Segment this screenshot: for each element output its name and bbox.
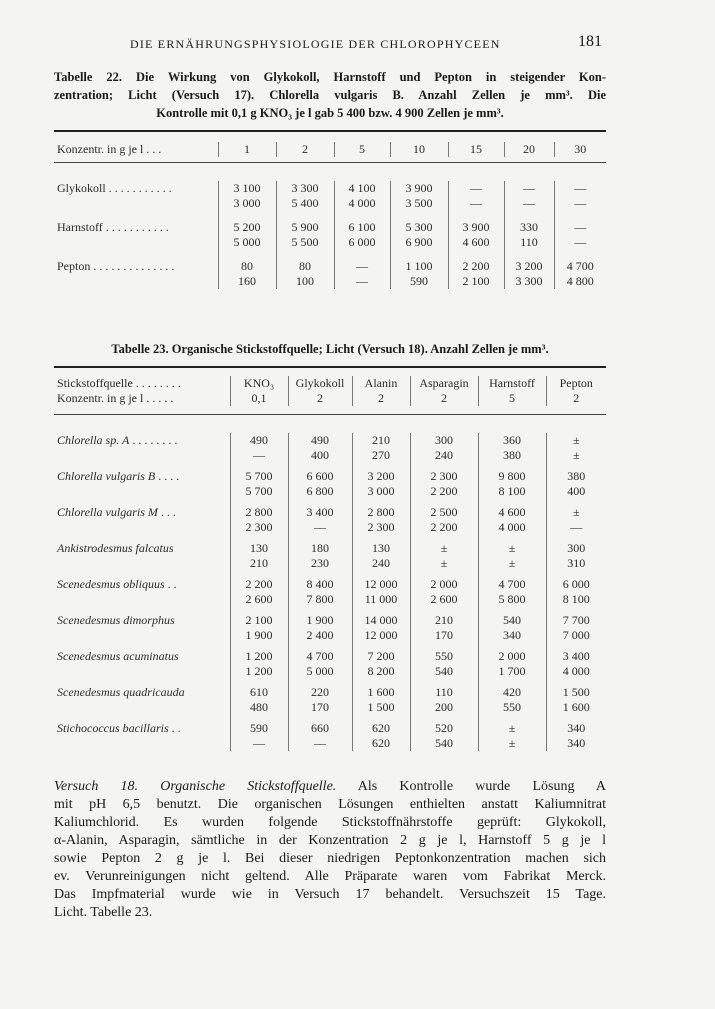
species-label: Stichococcus bacillaris . .	[57, 721, 181, 735]
table-22-header	[54, 142, 606, 157]
table-row	[54, 433, 606, 448]
table-cell: 4 700	[478, 577, 546, 592]
table-cell: 4 700	[554, 259, 606, 274]
table-cell: 400	[288, 448, 352, 463]
table-22-body	[54, 181, 606, 289]
table-cell: 130	[230, 541, 288, 556]
table-cell: 7 700	[546, 613, 606, 628]
body-line: Versuch 18. Organische Stickstoffquelle. Als Kontrolle wurde Lösung A	[54, 779, 606, 794]
page-number: 181	[578, 33, 602, 50]
table-cell: 160	[218, 274, 276, 289]
table-cell: 210	[352, 433, 410, 448]
table-row	[54, 505, 606, 520]
table-cell: 3 100	[218, 181, 276, 196]
table-row	[54, 259, 606, 274]
table-cell: 11 000	[352, 592, 410, 607]
spacer-cell	[54, 211, 218, 220]
table-cell: 400	[546, 484, 606, 499]
table-22-top-rule	[54, 130, 606, 132]
spacer-cell	[218, 250, 276, 259]
table-cell: ±	[478, 556, 546, 571]
table-cell: 8 100	[478, 484, 546, 499]
body-line: ev. Verunreinigungen nicht geltend. Alle Präparate waren vom Fabrikat Merck.	[54, 869, 606, 884]
species-label: Chlorella sp. A . . . . . . . .	[57, 433, 178, 447]
table-cell: 7 200	[352, 649, 410, 664]
table-row	[54, 685, 606, 700]
column-concentration: 5	[478, 391, 546, 406]
species-label	[54, 592, 230, 607]
column-header: 5	[334, 142, 390, 157]
table-cell: 14 000	[352, 613, 410, 628]
table-cell: 1 200	[230, 664, 288, 679]
table-cell: 2 600	[410, 592, 478, 607]
header-label: Konzentr. in g je l . . .	[57, 142, 162, 156]
body-paragraph	[54, 778, 606, 922]
species-label	[54, 700, 230, 715]
row-spacer	[54, 211, 606, 220]
body-line: sowie Pepton 2 g je l. Bei dieser niedrigen Peptonkonzentration machen sich	[54, 851, 606, 866]
table-cell: 520	[410, 721, 478, 736]
table-cell: —	[546, 520, 606, 535]
table-cell: 310	[546, 556, 606, 571]
column-concentration: 2	[546, 391, 606, 406]
table-cell: 2 300	[410, 469, 478, 484]
table-cell: —	[230, 448, 288, 463]
table-cell: 1 200	[230, 649, 288, 664]
table-cell: ±	[546, 448, 606, 463]
table-cell: 5 300	[390, 220, 448, 235]
table-cell: 5 500	[276, 235, 334, 250]
table-cell: 2 100	[230, 613, 288, 628]
table-cell: 490	[230, 433, 288, 448]
column-header: KNO₃	[230, 376, 288, 391]
table-cell: 12 000	[352, 577, 410, 592]
table-cell: 1 600	[546, 700, 606, 715]
table-row	[54, 196, 606, 211]
table-cell: 6 000	[546, 577, 606, 592]
table-cell: 3 000	[352, 484, 410, 499]
species-label	[54, 628, 230, 643]
table-cell: 270	[352, 448, 410, 463]
table-cell: 2 000	[410, 577, 478, 592]
species-label: Scenedesmus obliquus . .	[57, 577, 177, 591]
column-concentration: 2	[352, 391, 410, 406]
body-line: α-Alanin, Asparagin, sämtliche in der Konzentration 2 g je l, Harnstoff 5 g je l	[54, 833, 606, 848]
table-cell: 550	[410, 649, 478, 664]
table-cell: 240	[352, 556, 410, 571]
table-cell: ±	[410, 541, 478, 556]
table-row	[54, 541, 606, 556]
table-cell: —	[448, 181, 504, 196]
row-spacer	[54, 250, 606, 259]
spacer-cell	[554, 211, 606, 220]
table-cell: ±	[546, 433, 606, 448]
table-cell: —	[230, 736, 288, 751]
table-cell: —	[554, 196, 606, 211]
table-row	[54, 274, 606, 289]
row-label	[54, 196, 218, 211]
table-cell: 2 000	[478, 649, 546, 664]
table-cell: 3 000	[218, 196, 276, 211]
table-cell: 490	[288, 433, 352, 448]
table-row	[54, 556, 606, 571]
column-header: Asparagin	[410, 376, 478, 391]
table-23-header-rule	[54, 414, 606, 415]
table-cell: 380	[546, 469, 606, 484]
table-row	[54, 577, 606, 592]
table-cell: 100	[276, 274, 334, 289]
species-label: Ankistrodesmus falcatus	[57, 541, 174, 555]
spacer-cell	[448, 211, 504, 220]
table-cell: 2 800	[352, 505, 410, 520]
table-cell: 360	[478, 433, 546, 448]
table-cell: 170	[410, 628, 478, 643]
table-cell: 5 700	[230, 484, 288, 499]
table-cell: 540	[410, 664, 478, 679]
table-cell: 110	[410, 685, 478, 700]
spacer-cell	[276, 250, 334, 259]
table-cell: 2 200	[230, 577, 288, 592]
table-22-header-row	[54, 142, 606, 157]
caption-line: Tabelle 22. Die Wirkung von Glykokoll, Harnstoff und Pepton in steigender Kon-	[54, 70, 606, 84]
column-concentration: 2	[410, 391, 478, 406]
table-cell: —	[554, 181, 606, 196]
table-cell: 4 600	[448, 235, 504, 250]
table-cell: 240	[410, 448, 478, 463]
table-cell: 550	[478, 700, 546, 715]
table-row	[54, 181, 606, 196]
table-cell: 540	[410, 736, 478, 751]
species-name: Scenedesmus obliquus	[57, 577, 165, 591]
column-concentration: 0,1	[230, 391, 288, 406]
table-cell: 2 500	[410, 505, 478, 520]
row-label: Glykokoll . . . . . . . . . . .	[57, 181, 172, 195]
spacer-cell	[390, 211, 448, 220]
table-23-header-row-2	[54, 391, 606, 406]
table-cell: 5 200	[218, 220, 276, 235]
species-name: Chlorella vulgaris B	[57, 469, 156, 483]
column-header: Glykokoll	[288, 376, 352, 391]
body-line: Licht. Tabelle 23.	[54, 905, 153, 920]
table-row	[54, 448, 606, 463]
species-label: Scenedesmus acuminatus	[57, 649, 179, 663]
table-cell: 6 600	[288, 469, 352, 484]
table-cell: 6 100	[334, 220, 390, 235]
table-row	[54, 613, 606, 628]
table-cell: —	[554, 220, 606, 235]
table-23-top-rule	[54, 366, 606, 368]
spacer-cell	[276, 211, 334, 220]
species-name: Stichococcus bacillaris	[57, 721, 169, 735]
table-cell: 2 100	[448, 274, 504, 289]
table-cell: 3 200	[504, 259, 554, 274]
body-line: mit pH 6,5 benutzt. Die organischen Lösungen enthielten anstatt Kaliumnitrat	[54, 797, 606, 812]
table-cell: 3 500	[390, 196, 448, 211]
table-cell: 3 900	[448, 220, 504, 235]
table-cell: 4 000	[546, 664, 606, 679]
spacer-cell	[218, 211, 276, 220]
table-cell: 5 800	[478, 592, 546, 607]
body-lead-in: Versuch 18. Organische Stickstoffquelle.	[54, 779, 337, 794]
species-label: Chlorella vulgaris M . . .	[57, 505, 176, 519]
table-cell: 220	[288, 685, 352, 700]
table-cell: 210	[410, 613, 478, 628]
table-cell: 6 000	[334, 235, 390, 250]
table-cell: 380	[478, 448, 546, 463]
species-label: Scenedesmus quadricauda	[57, 685, 185, 699]
table-cell: 5 000	[288, 664, 352, 679]
table-cell: 110	[504, 235, 554, 250]
table-cell: 8 200	[352, 664, 410, 679]
spacer-cell	[504, 211, 554, 220]
table-cell: 200	[410, 700, 478, 715]
column-header: 10	[390, 142, 448, 157]
table-row	[54, 484, 606, 499]
table-cell: 4 000	[334, 196, 390, 211]
table-cell: 2 300	[230, 520, 288, 535]
header-label: Konzentr. in g je l . . . . .	[57, 391, 174, 405]
table-cell: 6 800	[288, 484, 352, 499]
body-line: Kaliumchlorid. Es wurden folgende Stickstoffnährstoffe geprüft: Glykokoll,	[54, 815, 606, 830]
table-cell: 1 900	[230, 628, 288, 643]
table-cell: 1 900	[288, 613, 352, 628]
table-cell: —	[334, 274, 390, 289]
table-row	[54, 469, 606, 484]
table-cell: 12 000	[352, 628, 410, 643]
table-cell: 5 700	[230, 469, 288, 484]
table-cell: 3 300	[504, 274, 554, 289]
table-cell: 170	[288, 700, 352, 715]
table-cell: 4 600	[478, 505, 546, 520]
table-cell: 3 300	[276, 181, 334, 196]
table-cell: —	[504, 196, 554, 211]
table-cell: 4 000	[478, 520, 546, 535]
header-label: Stickstoffquelle . . . . . . . .	[57, 376, 181, 390]
column-header: Pepton	[546, 376, 606, 391]
species-label: Scenedesmus dimorphus	[57, 613, 175, 627]
table-cell: 420	[478, 685, 546, 700]
table-cell: 660	[288, 721, 352, 736]
table-cell: 300	[546, 541, 606, 556]
species-label: Chlorella vulgaris B . . . .	[57, 469, 180, 483]
spacer-cell	[334, 250, 390, 259]
table-cell: 4 800	[554, 274, 606, 289]
table-row	[54, 664, 606, 679]
table-cell: 620	[352, 736, 410, 751]
species-label	[54, 520, 230, 535]
table-cell: 210	[230, 556, 288, 571]
table-cell: —	[554, 235, 606, 250]
table-cell: 7 800	[288, 592, 352, 607]
column-header: Alanin	[352, 376, 410, 391]
table-cell: 2 400	[288, 628, 352, 643]
species-label	[54, 736, 230, 751]
species-label	[54, 664, 230, 679]
table-cell: ±	[478, 541, 546, 556]
table-cell: 180	[288, 541, 352, 556]
column-header: 15	[448, 142, 504, 157]
table-cell: 1 600	[352, 685, 410, 700]
table-cell: 2 800	[230, 505, 288, 520]
table-row	[54, 721, 606, 736]
table-cell: 6 900	[390, 235, 448, 250]
table-cell: 9 800	[478, 469, 546, 484]
table-cell: 480	[230, 700, 288, 715]
table-cell: ±	[546, 505, 606, 520]
table-23-caption	[54, 340, 606, 358]
table-cell: 1 700	[478, 664, 546, 679]
row-label: Pepton . . . . . . . . . . . . . .	[57, 259, 175, 273]
running-head: DIE ERNÄHRUNGSPHYSIOLOGIE DER CHLOROPHYCEEN	[130, 37, 501, 51]
table-cell: 300	[410, 433, 478, 448]
table-cell: 3 400	[288, 505, 352, 520]
table-cell: 3 400	[546, 649, 606, 664]
table-cell: 5 900	[276, 220, 334, 235]
caption-line: Tabelle 23. Organische Stickstoffquelle; Licht (Versuch 18). Anzahl Zellen je mm³.	[111, 342, 549, 356]
table-cell: 1 500	[546, 685, 606, 700]
table-cell: 2 300	[352, 520, 410, 535]
table-cell: 5 400	[276, 196, 334, 211]
table-23-header	[54, 376, 606, 406]
table-cell: 340	[478, 628, 546, 643]
column-header: Harnstoff	[478, 376, 546, 391]
table-row	[54, 649, 606, 664]
table-cell: —	[448, 196, 504, 211]
table-row	[54, 235, 606, 250]
table-cell: 230	[288, 556, 352, 571]
spacer-cell	[54, 250, 218, 259]
row-label	[54, 235, 218, 250]
species-name: Chlorella sp. A	[57, 433, 130, 447]
table-row	[54, 220, 606, 235]
table-cell: 8 100	[546, 592, 606, 607]
table-cell: 80	[276, 259, 334, 274]
table-cell: 590	[230, 721, 288, 736]
table-cell: 540	[478, 613, 546, 628]
column-header: 20	[504, 142, 554, 157]
table-cell: 8 400	[288, 577, 352, 592]
species-name: Chlorella vulgaris M	[57, 505, 158, 519]
table-row	[54, 592, 606, 607]
column-header: 2	[276, 142, 334, 157]
table-cell: 4 700	[288, 649, 352, 664]
species-label	[54, 448, 230, 463]
spacer-cell	[504, 250, 554, 259]
table-cell: —	[288, 520, 352, 535]
table-row	[54, 700, 606, 715]
table-cell: 3 200	[352, 469, 410, 484]
row-label	[54, 274, 218, 289]
table-cell: 3 900	[390, 181, 448, 196]
table-cell: 7 000	[546, 628, 606, 643]
table-cell: 620	[352, 721, 410, 736]
table-cell: 340	[546, 736, 606, 751]
table-row	[54, 520, 606, 535]
table-cell: 2 200	[448, 259, 504, 274]
spacer-cell	[448, 250, 504, 259]
table-23-header-row-1	[54, 376, 606, 391]
species-label	[54, 556, 230, 571]
row-label: Harnstoff . . . . . . . . . . .	[57, 220, 169, 234]
table-cell: 1 100	[390, 259, 448, 274]
table-cell: 330	[504, 220, 554, 235]
table-cell: 130	[352, 541, 410, 556]
table-cell: ±	[478, 721, 546, 736]
table-cell: 2 600	[230, 592, 288, 607]
column-header: 1	[218, 142, 276, 157]
table-cell: 340	[546, 721, 606, 736]
caption-line: Kontrolle mit 0,1 g KNO₃ je l gab 5 400 bzw. 4 900 Zellen je mm³.	[156, 106, 504, 120]
table-cell: 2 200	[410, 484, 478, 499]
table-cell: 2 200	[410, 520, 478, 535]
table-cell: —	[504, 181, 554, 196]
column-concentration: 2	[288, 391, 352, 406]
table-22-header-rule	[54, 162, 606, 163]
table-cell: 610	[230, 685, 288, 700]
species-label	[54, 484, 230, 499]
table-22-caption	[54, 68, 606, 122]
table-cell: —	[334, 259, 390, 274]
table-cell: 4 100	[334, 181, 390, 196]
column-header: 30	[554, 142, 606, 157]
table-row	[54, 736, 606, 751]
table-cell: 80	[218, 259, 276, 274]
table-cell: 1 500	[352, 700, 410, 715]
body-line: Das Impfmaterial wurde wie in Versuch 17 behandelt. Versuchszeit 15 Tage.	[54, 887, 606, 902]
spacer-cell	[390, 250, 448, 259]
table-cell: 590	[390, 274, 448, 289]
spacer-cell	[334, 211, 390, 220]
table-cell: —	[288, 736, 352, 751]
caption-line: zentration; Licht (Versuch 17). Chlorella vulgaris B. Anzahl Zellen je mm³. Die	[54, 88, 606, 102]
spacer-cell	[554, 250, 606, 259]
table-cell: ±	[410, 556, 478, 571]
table-23-body	[54, 433, 606, 751]
table-cell: 5 000	[218, 235, 276, 250]
table-cell: ±	[478, 736, 546, 751]
table-row	[54, 628, 606, 643]
